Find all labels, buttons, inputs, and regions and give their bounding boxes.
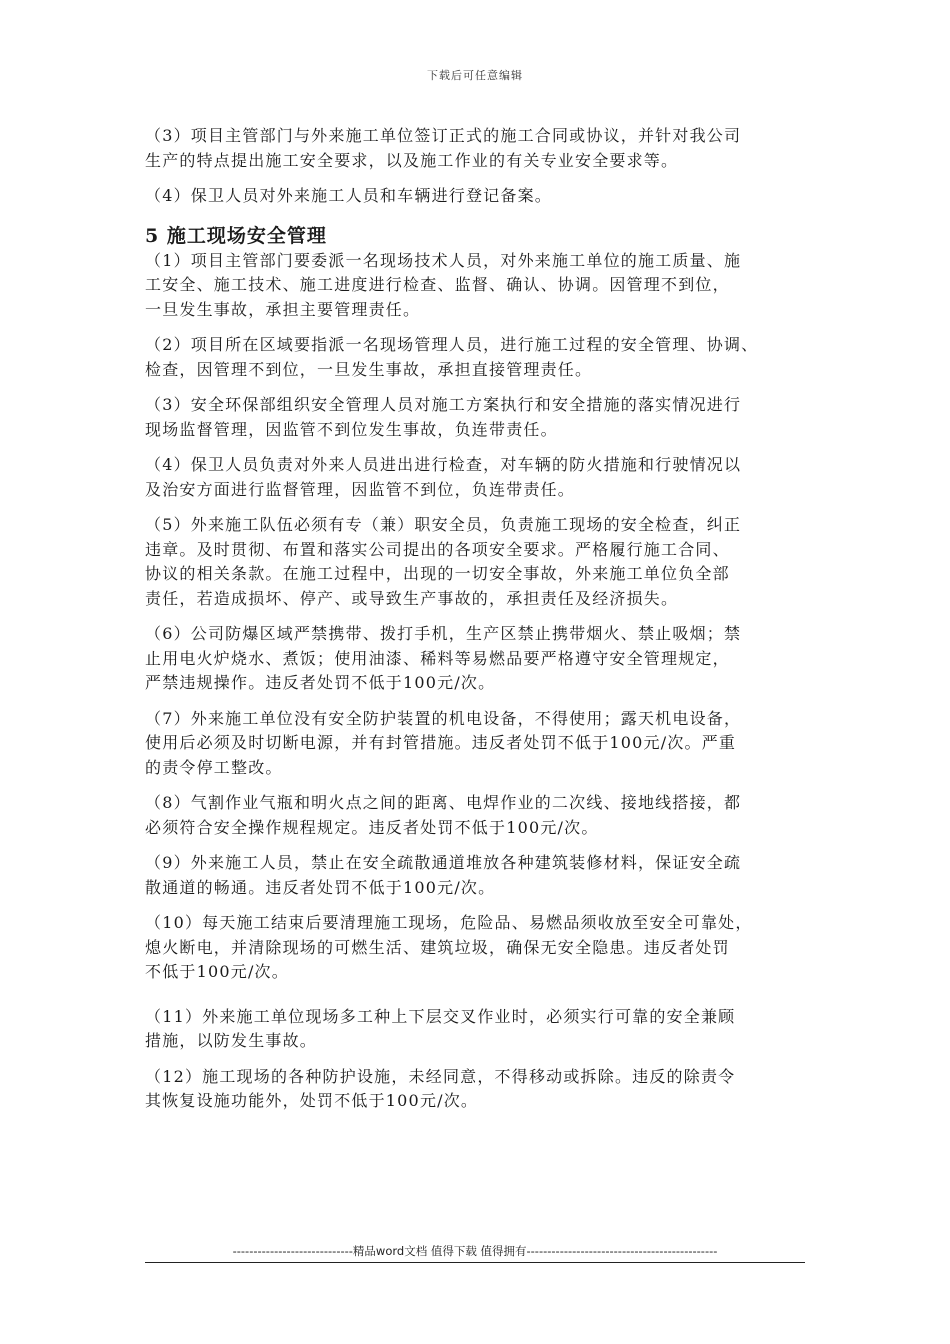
paragraph-5-9: （9）外来施工人员，禁止在安全疏散通道堆放各种建筑装修材料，保证安全疏 散通道的畅通。违反者处罚不低于100元/次。 (145, 853, 742, 897)
paragraph-5-4: （4）保卫人员负责对外来人员进出进行检查，对车辆的防火措施和行驶情况以 及治安方面进行监督管理，因监管不到位，负连带责任。 (145, 455, 742, 499)
footer-rule (145, 1262, 805, 1263)
paragraph-4-3: （3）项目主管部门与外来施工单位签订正式的施工合同或协议，并针对我公司 生产的特点提出施工安全要求，以及施工作业的有关专业安全要求等。 (145, 126, 742, 170)
paragraph-5-5: （5）外来施工队伍必须有专（兼）职安全员，负责施工现场的安全检查，纠正 违章。及时贯彻、布置和落实公司提出的各项安全要求。严格履行施工合同、 协议的相关条款。在施工过程中，出现的一切安全事故，外来施工单位负全部 责任，若造成损坏、停产、或导致生产事故的，承担责任及经济损失。 (145, 515, 742, 608)
paragraph-5-2: （2）项目所在区域要指派一名现场管理人员，进行施工过程的安全管理、协调、 检查，因管理不到位，一旦发生事故，承担直接管理责任。 (145, 335, 759, 379)
header-note: 下载后可任意编辑 (427, 69, 523, 82)
paragraph-4-4: （4）保卫人员对外来施工人员和车辆进行登记备案。 (145, 186, 552, 205)
footer-text: -----------------------------精品word文档 值得下载 值得拥有---------------------------------------------- (232, 1244, 718, 1258)
paragraph-5-6: （6）公司防爆区域严禁携带、拨打手机，生产区禁止携带烟火、禁止吸烟；禁 止用电火炉烧水、煮饭；使用油漆、稀料等易燃品要严格遵守安全管理规定， 严禁违规操作。违反者处罚不低于100元/次。 (145, 624, 742, 692)
paragraph-5-3: （3）安全环保部组织安全管理人员对施工方案执行和安全措施的落实情况进行 现场监督管理，因监管不到位发生事故，负连带责任。 (145, 395, 742, 439)
document-body (145, 124, 815, 1125)
paragraph-5-12: （12）施工现场的各种防护设施，未经同意，不得移动或拆除。违反的除责令 其恢复设施功能外，处罚不低于100元/次。 (145, 1066, 736, 1110)
section-5-title: 5 施工现场安全管理 (145, 224, 327, 247)
paragraph-5-11: （11）外来施工单位现场多工种上下层交叉作业时，必须实行可靠的安全兼顾 措施，以防发生事故。 (145, 1006, 736, 1050)
paragraph-5-8: （8）气割作业气瓶和明火点之间的距离、电焊作业的二次线、接地线搭接，都 必须符合安全操作规程规定。违反者处罚不低于100元/次。 (145, 793, 742, 837)
paragraph-5-7: （7）外来施工单位没有安全防护装置的机电设备，不得使用；露天机电设备， 使用后必须及时切断电源，并有封管措施。违反者处罚不低于100元/次。严重 的责令停工整改。 (145, 708, 742, 777)
paragraph-5-10: （10）每天施工结束后要清理施工现场，危险品、易燃品须收放至安全可靠处， 熄火断电，并清除现场的可燃生活、建筑垃圾，确保无安全隐患。违反者处罚 不低于100元/次。 (145, 913, 753, 981)
paragraph-5-1: （1）项目主管部门要委派一名现场技术人员，对外来施工单位的施工质量、施 工安全、施工技术、施工进度进行检查、监督、确认、协调。因管理不到位， 一旦发生事故，承担主要管理责任。 (145, 250, 742, 319)
